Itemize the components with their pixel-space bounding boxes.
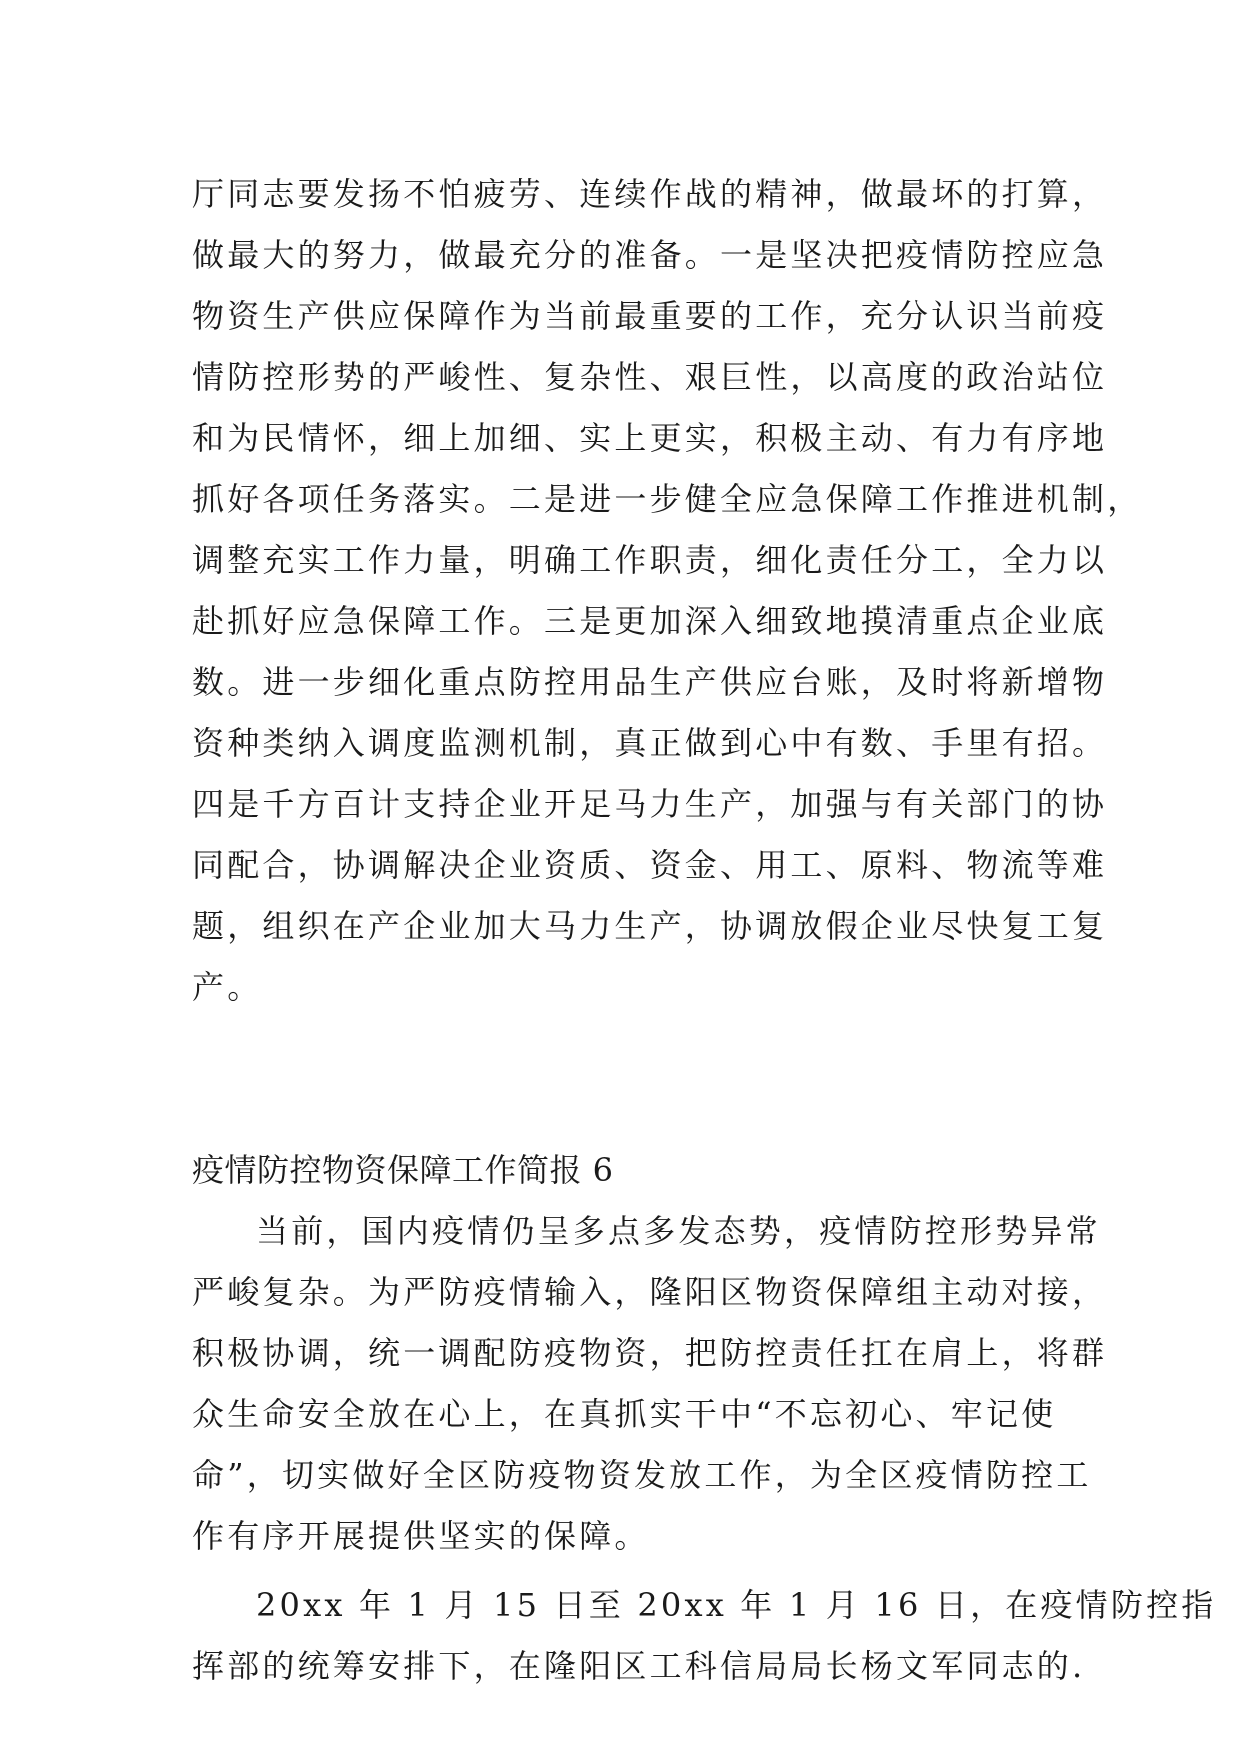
paragraph-spacer [192, 1567, 1072, 1575]
heading-text: 疫情防控物资保障工作简报 6 [192, 1151, 614, 1189]
paragraph-intro [192, 1201, 1108, 1567]
paragraph-continuation [192, 164, 1143, 1018]
text-line: 和为民情怀，细上加细、实上更实，积极主动、有力有序地 [192, 419, 1108, 457]
text-line: 20xx 年 1 月 15 日至 20xx 年 1 月 16 日，在疫情防控指 [256, 1586, 1217, 1624]
text-line: 命”，切实做好全区防疫物资发放工作，为全区疫情防控工 [192, 1456, 1092, 1494]
text-line: 数。进一步细化重点防控用品生产供应台账，及时将新增物 [192, 663, 1108, 701]
text-line: 众生命安全放在心上，在真抓实干中“不忘初心、牢记使 [192, 1395, 1057, 1433]
text-line: 资种类纳入调度监测机制，真正做到心中有数、手里有招。 [192, 724, 1108, 762]
text-line: 厅同志要发扬不怕疲劳、连续作战的精神，做最坏的打算， [192, 175, 1108, 213]
text-line: 物资生产供应保障作为当前最重要的工作，充分认识当前疫 [192, 297, 1108, 335]
section-heading [192, 1140, 1072, 1201]
text-line: 同配合，协调解决企业资质、资金、用工、原料、物流等难 [192, 846, 1108, 884]
text-line: 挥部的统筹安排下，在隆阳区工科信局局长杨文军同志的. [192, 1647, 1086, 1685]
document-body [192, 164, 1217, 1697]
text-line: 赴抓好应急保障工作。三是更加深入细致地摸清重点企业底 [192, 602, 1108, 640]
text-line: 调整充实工作力量，明确工作职责，细化责任分工，全力以 [192, 541, 1108, 579]
text-line: 抓好各项任务落实。二是进一步健全应急保障工作推进机制， [192, 480, 1143, 518]
text-line: 作有序开展提供坚实的保障。 [192, 1517, 650, 1555]
text-line: 当前，国内疫情仍呈多点多发态势，疫情防控形势异常 [256, 1212, 1101, 1250]
text-line: 情防控形势的严峻性、复杂性、艰巨性，以高度的政治站位 [192, 358, 1108, 396]
text-line: 产。 [192, 968, 263, 1006]
section-spacer [192, 1018, 1072, 1140]
text-line: 题，组织在产企业加大马力生产，协调放假企业尽快复工复 [192, 907, 1108, 945]
text-line: 四是千方百计支持企业开足马力生产，加强与有关部门的协 [192, 785, 1108, 823]
text-line: 做最大的努力，做最充分的准备。一是坚决把疫情防控应急 [192, 236, 1108, 274]
paragraph-date [192, 1575, 1217, 1697]
text-line: 严峻复杂。为严防疫情输入，隆阳区物资保障组主动对接， [192, 1273, 1108, 1311]
text-line: 积极协调，统一调配防疫物资，把防控责任扛在肩上，将群 [192, 1334, 1108, 1372]
